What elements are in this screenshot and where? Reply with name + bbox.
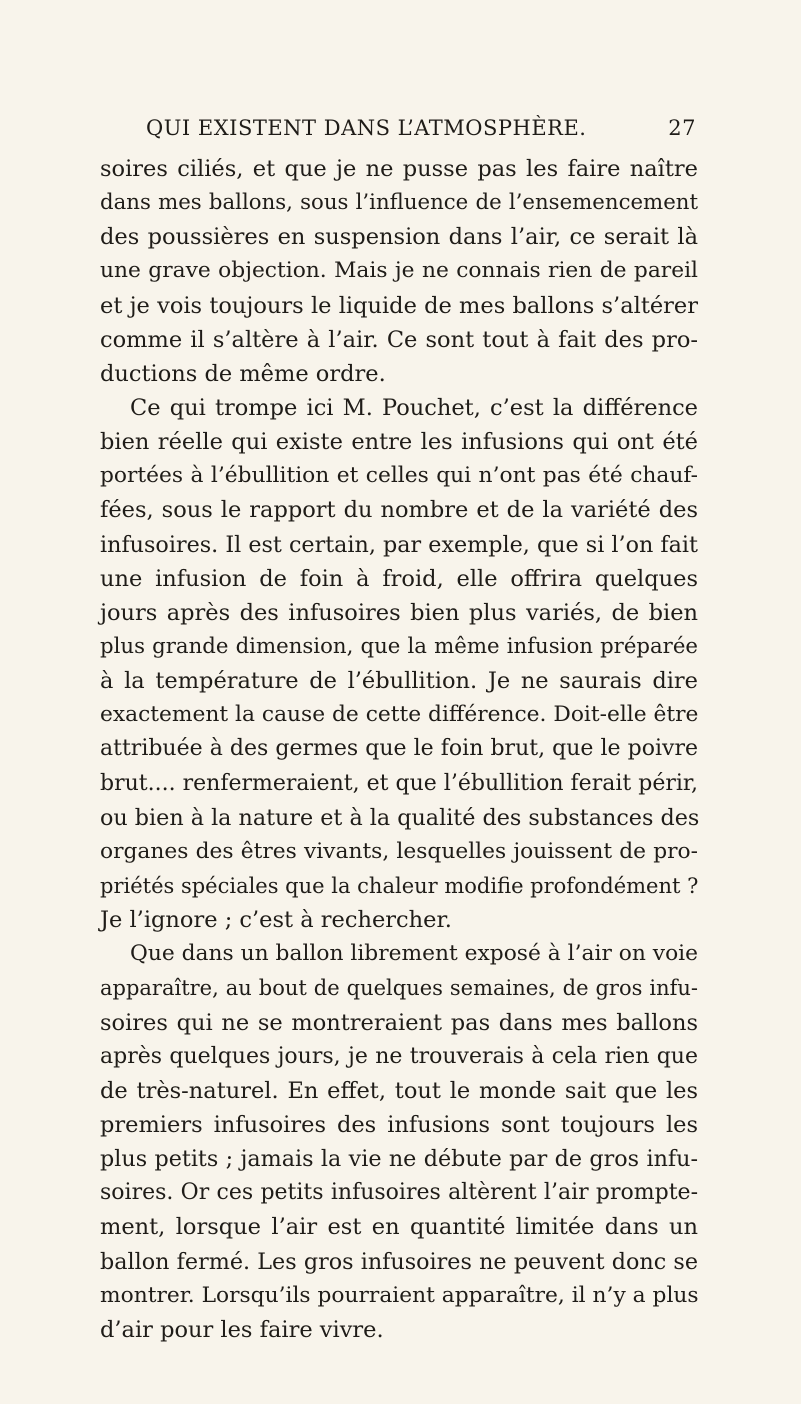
running-title: QUI EXISTENT DANS L’ATMOSPHÈRE.: [146, 116, 587, 140]
text-line: d’air pour les faire vivre.: [100, 1316, 384, 1343]
text-line: attribuée à des germes que le foin brut, que le poivre: [100, 736, 698, 762]
text-line: et je vois toujours le liquide de mes ballons s’altérer: [100, 292, 698, 319]
text-line: comme il s’altère à l’air. Ce sont tout à fait des pro-: [100, 326, 698, 353]
text-line: priétés spéciales que la chaleur modifie profondément ?: [100, 873, 699, 898]
body-text: [100, 152, 698, 1347]
text-line: ou bien à la nature et à la qualité des substances des: [100, 804, 700, 831]
text-line: une grave objection. Mais je ne connais rien de pareil: [100, 258, 698, 284]
text-line: dans mes ballons, sous l’influence de l’ensemencement: [100, 190, 698, 216]
text-line: plus grande dimension, que la même infusion préparée: [100, 633, 698, 659]
text-line: soires qui ne se montreraient pas dans mes ballons: [100, 1009, 698, 1036]
text-line: de très-naturel. En effet, tout le monde sait que les: [100, 1077, 698, 1104]
text-line: Que dans un ballon librement exposé à l’air on voie: [130, 941, 698, 967]
text-line: Ce qui trompe ici M. Pouchet, c’est la différence: [130, 394, 698, 421]
text-line: jours après des infusoires bien plus variés, de bien: [100, 599, 698, 626]
text-line: bien réelle qui existe entre les infusions qui ont été: [100, 429, 698, 456]
text-line: soires ciliés, et que je ne pusse pas les faire naître: [100, 156, 698, 182]
text-line: fées, sous le rapport du nombre et de la variété des: [100, 497, 698, 524]
text-line: soires. Or ces petits infusoires altèrent l’air prompte-: [100, 1180, 698, 1206]
page-number: 27: [668, 116, 696, 140]
text-line: des poussières en suspension dans l’air, ce serait là: [100, 224, 698, 251]
running-head: [146, 116, 696, 148]
text-line: ductions de même ordre.: [100, 360, 386, 387]
text-line: plus petits ; jamais la vie ne débute par de gros infu-: [100, 1146, 698, 1173]
text-line: apparaître, au bout de quelques semaines, de gros infu-: [100, 976, 698, 1001]
text-line: ballon fermé. Les gros infusoires ne peuvent donc se: [100, 1248, 698, 1275]
text-line: montrer. Lorsqu’ils pourraient apparaître, il n’y a plus: [100, 1282, 699, 1308]
text-line: premiers infusoires des infusions sont toujours les: [100, 1111, 698, 1138]
text-line: à la température de l’ébullition. Je ne saurais dire: [100, 668, 698, 695]
text-line: ment, lorsque l’air est en quantité limitée dans un: [100, 1214, 698, 1241]
text-line: Je l’ignore ; c’est à rechercher.: [100, 907, 452, 934]
text-line: brut.... renfermeraient, et que l’ébullition ferait périr,: [100, 770, 698, 796]
text-line: portées à l’ébullition et celles qui n’ont pas été chauf-: [100, 463, 698, 489]
text-line: exactement la cause de cette différence. Doit-elle être: [100, 702, 699, 728]
text-line: après quelques jours, je ne trouverais à cela rien que: [100, 1043, 698, 1069]
text-line: infusoires. Il est certain, par exemple, que si l’on fait: [100, 531, 698, 558]
text-line: organes des êtres vivants, lesquelles jouissent de pro-: [100, 838, 698, 864]
text-line: une infusion de foin à froid, elle offrira quelques: [100, 565, 698, 592]
